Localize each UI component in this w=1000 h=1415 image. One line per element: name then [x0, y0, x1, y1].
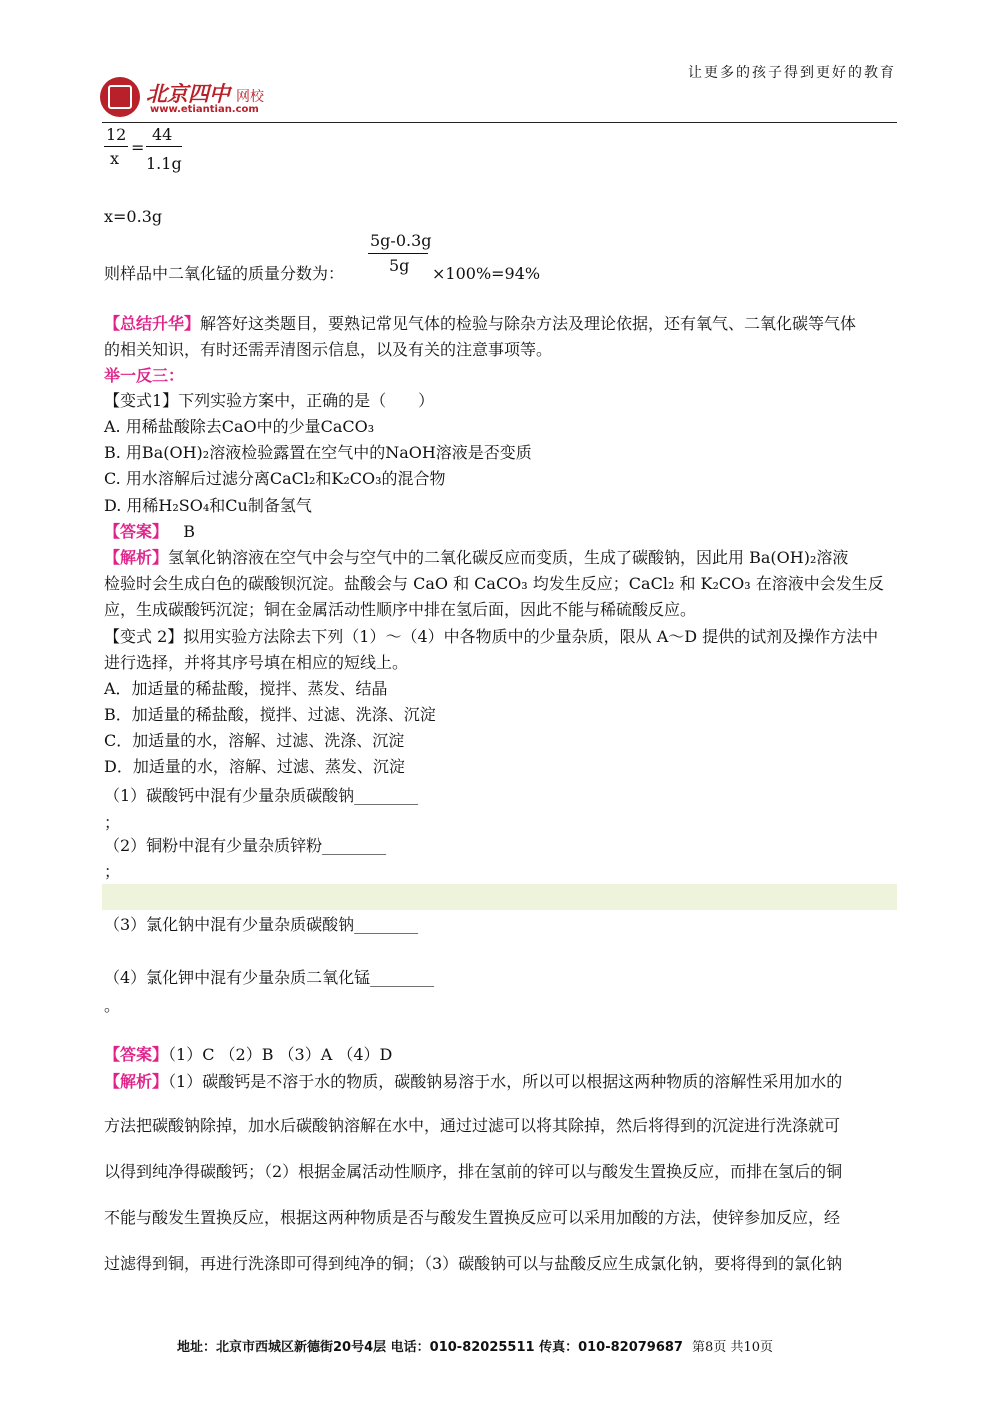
variant1-option-b: B. 用Ba(OH)₂溶液检验露置在空气中的NaOH溶液是否变质 [104, 443, 532, 462]
fraction-1-numerator: 12 [106, 125, 127, 144]
logo-emblem-icon [100, 77, 140, 117]
variant2-item-2: （2）铜粉中混有少量杂质锌粉________ [104, 836, 387, 855]
fraction-2-denominator: 1.1g [146, 154, 182, 173]
answer-value: B [183, 522, 196, 541]
summary-tag: 【总结升华】 [104, 314, 201, 333]
analysis-text: 氢氧化钠溶液在空气中会与空气中的二氧化碳反应而变质，生成了碳酸钠，因此用 Ba(OH)₂溶液 [168, 548, 849, 567]
variant2-option-c: C．加适量的水，溶解、过滤、洗涤、沉淀 [104, 731, 405, 750]
answer-tag: 【答案】 [104, 1045, 169, 1064]
fraction-2-bar [146, 146, 182, 147]
mass-fraction-denominator: 5g [389, 256, 410, 275]
variant1-analysis-line-2: 检验时会生成白色的碳酸钡沉淀。盐酸会与 CaO 和 CaCO₃ 均发生反应；CaCl₂ 和 K₂CO₃ 在溶液中会发生反 [104, 574, 884, 593]
fraction-1-denominator: x [110, 149, 120, 168]
analysis-text: （1）碳酸钙是不溶于水的物质，碳酸钠易溶于水，所以可以根据这两种物质的溶解性采用加水的 [168, 1072, 843, 1091]
mass-fraction-suffix: ×100%=94% [432, 264, 541, 283]
variant2-item-4: （4）氯化钾中混有少量杂质二氧化锰________ [104, 968, 435, 987]
header-slogan: 让更多的孩子得到更好的教育 [688, 65, 896, 81]
fraction-1-bar [104, 146, 128, 147]
variant1-analysis-line-3: 应，生成碳酸钙沉淀；铜在金属活动性顺序中排在氢后面，因此不能与稀硫酸反应。 [104, 600, 697, 619]
logo-url: www.etiantian.com [150, 104, 259, 115]
variant2-answer [104, 1045, 392, 1065]
variant2-analysis-line-2: 方法把碳酸钠除掉，加水后碳酸钠溶解在水中，通过过滤可以将其除掉，然后将得到的沉淀进行洗涤就可 [104, 1116, 841, 1135]
fraction-2-numerator: 44 [152, 125, 173, 144]
variant2-option-b: B．加适量的稀盐酸，搅拌、过滤、洗涤、沉淀 [104, 705, 436, 724]
highlight-band [102, 884, 897, 910]
summary-line-1 [104, 314, 856, 334]
variant2-item-4-end: 。 [104, 996, 121, 1015]
variant2-analysis-line-5: 过滤得到铜，再进行洗涤即可得到纯净的铜；（3）碳酸钠可以与盐酸反应生成氯化钠，要将得到的氯化钠 [104, 1254, 843, 1273]
variant2-analysis-line-1 [104, 1072, 842, 1092]
header-rule [102, 122, 897, 123]
mass-fraction-prefix: 则样品中二氧化锰的质量分数为： [104, 264, 345, 283]
equals-sign: = [131, 138, 145, 157]
summary-line-2: 的相关知识，有时还需弄清图示信息，以及有关的注意事项等。 [104, 340, 553, 359]
footer-address: 地址：北京市西城区新德街20号4层 电话：010-82025511 传真：010-82079687 [177, 1340, 683, 1355]
footer-page-number: 第8页 共10页 [692, 1340, 773, 1355]
variant2-question-line-1: 【变式 2】拟用实验方法除去下列（1）～（4）中各物质中的少量杂质，限从 A～D 提供的试剂及操作方法中 [104, 627, 879, 646]
variant2-analysis-line-3: 以得到纯净得碳酸钙；（2）根据金属活动性顺序，排在氢前的锌可以与酸发生置换反应，而排在氢后的铜 [104, 1162, 843, 1181]
answer-tag: 【答案】 [104, 522, 169, 541]
analysis-tag: 【解析】 [104, 548, 169, 567]
answer-value: （1）C （2）B （3）A （4）D [168, 1045, 393, 1064]
variant2-analysis-line-4: 不能与酸发生置换反应，根据这两种物质是否与酸发生置换反应可以采用加酸的方法，使锌参加反应，经 [104, 1208, 841, 1227]
variant2-item-1: （1）碳酸钙中混有少量杂质碳酸钠________ [104, 786, 419, 805]
summary-text-1: 解答好这类题目，要熟记常见气体的检验与除杂方法及理论依据，还有氧气、二氧化碳等气体 [200, 314, 857, 333]
variant1-option-d: D. 用稀H₂SO₄和Cu制备氢气 [104, 496, 312, 515]
mass-fraction-bar [368, 253, 428, 254]
variant2-item-2-end: ； [104, 862, 121, 881]
analysis-tag: 【解析】 [104, 1072, 169, 1091]
variant1-question: 【变式1】下列实验方案中，正确的是（ ） [104, 391, 435, 410]
variant2-question-line-2: 进行选择，并将其序号填在相应的短线上。 [104, 653, 409, 672]
variant2-item-3: （3）氯化钠中混有少量杂质碳酸钠________ [104, 915, 419, 934]
logo-name: 北京四中 [146, 82, 230, 106]
variant1-option-a: A. 用稀盐酸除去CaO中的少量CaCO₃ [104, 417, 375, 436]
section-title: 举一反三： [104, 366, 185, 385]
variant1-analysis-line-1 [104, 548, 848, 568]
variant2-item-1-end: ； [104, 813, 121, 832]
variant2-option-d: D．加适量的水，溶解、过滤、蒸发、沉淀 [104, 757, 405, 776]
variant1-answer [104, 522, 195, 542]
footer [177, 1336, 773, 1355]
x-result: x=0.3g [104, 207, 163, 226]
logo-suffix: 网校 [236, 89, 264, 105]
variant2-option-a: A．加适量的稀盐酸，搅拌、蒸发、结晶 [104, 679, 388, 698]
mass-fraction-numerator: 5g-0.3g [370, 231, 432, 250]
variant1-option-c: C. 用水溶解后过滤分离CaCl₂和K₂CO₃的混合物 [104, 469, 446, 488]
